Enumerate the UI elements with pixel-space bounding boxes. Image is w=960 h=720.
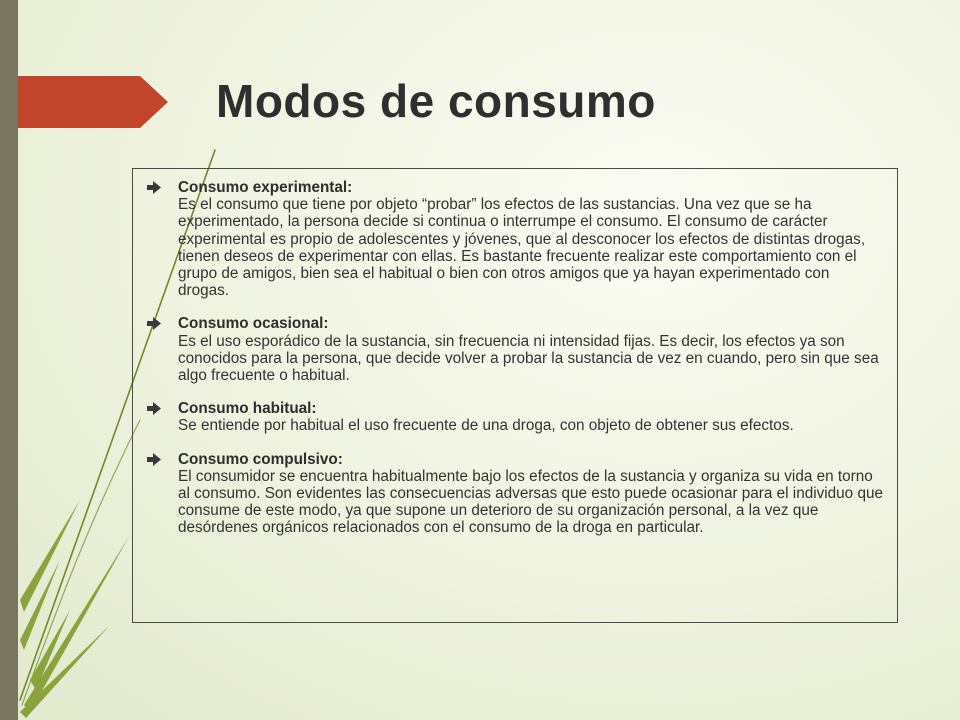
list-item xyxy=(133,400,897,434)
bullet-heading: Consumo habitual: xyxy=(178,400,317,418)
list-item xyxy=(133,315,897,384)
list-item xyxy=(133,179,897,299)
arrow-bullet-icon xyxy=(147,317,161,330)
bullet-body: Es el uso esporádico de la sustancia, sin frecuencia ni intensidad fijas. Es decir, los efectos ya son conocidos para la persona, que decide volver a probar la sustancia de vez en cuando, pero sin que sea algo frecuente o habitual. xyxy=(178,332,879,385)
bullet-heading: Consumo ocasional: xyxy=(178,315,329,333)
bullet-body: El consumidor se encuentra habitualmente bajo los efectos de la sustancia y organiza su vida en torno al consumo. Son evidentes las consecuencias adversas que esto puede ocasionar para el individuo que consume de este modo, ya que supone un deterioro de su organización personal, a la vez que desórdenes orgánicos relacionados con el consumo de la droga en particular. xyxy=(178,467,883,537)
bullet-list xyxy=(133,179,897,553)
left-sidebar-bar xyxy=(0,0,18,720)
bullet-heading: Consumo compulsivo: xyxy=(178,450,343,468)
content-box xyxy=(132,168,898,623)
slide-title: Modos de consumo xyxy=(216,75,656,127)
bullet-heading: Consumo experimental: xyxy=(178,179,353,196)
arrow-bullet-icon xyxy=(147,181,161,194)
bullet-body: Se entiende por habitual el uso frecuente de una droga, con objeto de obtener sus efectos. xyxy=(178,417,794,435)
bullet-body: Es el consumo que tiene por objeto “probar” los efectos de las sustancias. Una vez que se ha experimentado, la persona decide si continua o interrumpe el consumo. El consumo de carácter experimental es propio de adolescentes y jóvenes, que al desconocer los efectos de distintas drogas, tienen deseos de experimentar con ellas. Es bastante frecuente realizar este comportamiento con el grupo de amigos, bien sea el habitual o bien con otros amigos que ya hayan experimentado con drogas. xyxy=(178,196,866,300)
arrow-bullet-icon xyxy=(147,402,161,415)
list-item xyxy=(133,451,897,537)
title-accent-tab xyxy=(18,76,168,128)
arrow-bullet-icon xyxy=(147,453,161,466)
